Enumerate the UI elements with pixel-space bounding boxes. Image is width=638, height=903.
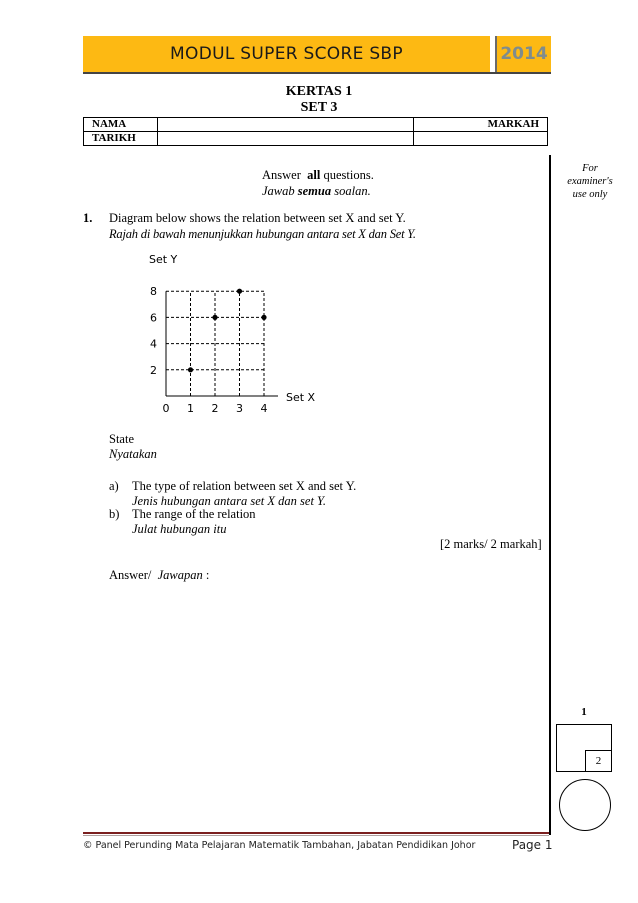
x-tick-label: 3: [236, 402, 243, 415]
examiner-margin-line: [549, 155, 551, 835]
score-question-number: 1: [581, 706, 587, 718]
x-tick-label: 2: [211, 402, 219, 415]
data-point: [237, 289, 242, 294]
part-b-label: b): [109, 507, 120, 521]
footer-rule-thin: [83, 835, 549, 836]
max-marks-box: 2: [585, 750, 612, 772]
nama-field[interactable]: [158, 118, 414, 132]
module-title: MODUL SUPER SCORE SBP: [83, 36, 490, 72]
x-axis-label: Set X: [286, 391, 316, 404]
y-axis-label: Set Y: [149, 253, 178, 266]
set-title: SET 3: [300, 100, 338, 115]
x-tick-label: 1: [187, 402, 194, 415]
footer-rule: [83, 832, 549, 834]
y-tick-label: 2: [150, 363, 157, 377]
part-a-ms: Jenis hubungan antara set X dan set Y.: [132, 494, 326, 508]
data-point: [188, 367, 193, 372]
candidate-info-table: [83, 117, 548, 146]
answer-area[interactable]: [109, 590, 539, 710]
tarikh-label: TARIKH: [84, 132, 158, 146]
question-text-ms: Rajah di bawah menunjukkan hubungan antara set X dan Set Y.: [109, 227, 416, 241]
y-tick-label: 6: [150, 311, 157, 325]
footer-text: © Panel Perunding Mata Pelajaran Matematik Tambahan, Jabatan Pendidikan Johor: [83, 840, 476, 851]
examiner-note-line: use only: [572, 189, 608, 200]
instruction-en: Answer all questions.: [262, 168, 374, 182]
state-ms: Nyatakan: [109, 447, 157, 461]
part-b-ms: Julat hubungan itu: [132, 522, 227, 536]
examiner-note: [560, 162, 620, 201]
part-a-label: a): [109, 479, 119, 493]
data-point: [261, 315, 266, 320]
marks-allocation: [2 marks/ 2 markah]: [440, 537, 542, 551]
examiner-note-line: examiner's: [567, 176, 613, 187]
y-tick-label: 8: [150, 285, 157, 299]
score-circle[interactable]: [559, 779, 611, 831]
paper-title: KERTAS 1: [285, 84, 353, 99]
instruction-ms: Jawab semua soalan.: [262, 184, 371, 198]
relation-graph: [140, 248, 330, 420]
page-number: Page 1: [512, 838, 553, 852]
markah-field[interactable]: [414, 132, 548, 146]
answer-label: Answer/ Jawapan :: [109, 568, 210, 582]
question-number: 1.: [83, 211, 93, 225]
y-tick-label: 4: [150, 337, 157, 351]
data-point: [212, 315, 217, 320]
question-text-en: Diagram below shows the relation between set X and set Y.: [109, 211, 406, 225]
examiner-note-line: For: [582, 163, 598, 174]
module-year: 2014: [495, 36, 551, 72]
tarikh-field[interactable]: [158, 132, 414, 146]
nama-label: NAMA: [84, 118, 158, 132]
part-a-en: The type of relation between set X and set Y.: [132, 479, 357, 493]
state-en: State: [109, 432, 134, 446]
x-tick-label: 0: [162, 402, 170, 415]
banner-rule: [83, 72, 551, 74]
part-b-en: The range of the relation: [132, 507, 256, 521]
x-tick-label: 4: [260, 402, 268, 415]
markah-label: MARKAH: [414, 118, 548, 132]
